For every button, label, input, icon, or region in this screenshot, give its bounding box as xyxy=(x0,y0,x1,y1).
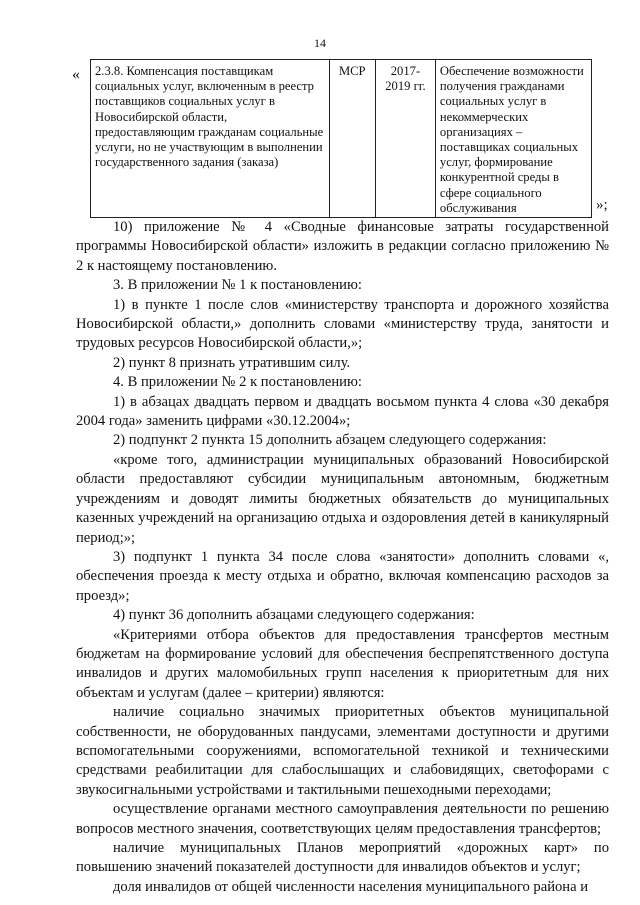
paragraph: 1) в пункте 1 после слов «министерству транспорта и дорожного хозяйства Новосибирской области,» дополнить словами «министерству труда, занятости и трудовых ресурсов Новосибирской области,»; xyxy=(76,296,609,352)
paragraph: 1) в абзацах двадцать первом и двадцать восьмом пункта 4 слова «30 декабря 2004 года» заменить цифрами «30.12.2004»; xyxy=(76,393,609,430)
page-number: 14 xyxy=(314,36,326,50)
executor-cell: МСР xyxy=(329,60,375,218)
paragraph: «Критериями отбора объектов для предоставления трансфертов местным бюджетам на формирование условий для обеспечения беспрепятственного доступа инвалидов и других маломобильных групп населения к приоритетным для них объектам и услугам (далее – критерии) являются: xyxy=(76,626,609,701)
paragraph: наличие социально значимых приоритетных объектов муниципальной собственности, не оборудованных пандусами, элементами доступности и другими вспомогательными сооружениями, вспомогательной техникой и техническими средствами реабилитации для слабослышащих и слабовидящих, светофорами с звукосигнальными устройствами и тактильными пешеходными переходами; xyxy=(76,704,609,798)
paragraph: 3) подпункт 1 пункта 34 после слова «занятости» дополнить словами «, обеспечения проезда к месту отдыха и обратно, включая компенсацию расходов за проезд»; xyxy=(76,548,609,604)
amendment-text xyxy=(76,218,609,897)
paragraph: 2) пункт 8 признать утратившим силу. xyxy=(113,354,351,371)
program-measures-table xyxy=(90,59,592,218)
table-open-quote: « xyxy=(72,66,80,83)
paragraph: осуществление органами местного самоуправления деятельности по решению вопросов местного значения, соответствующих целям предоставления трансфертов; xyxy=(76,801,609,837)
paragraph: 10) приложение № 4 «Сводные финансовые затраты государственной программы Новосибирской области» изложить в редакции согласно приложению № 2 к настоящему постановлению. xyxy=(76,219,609,274)
table-close-quote: »; xyxy=(596,197,608,213)
paragraph: «кроме того, администрации муниципальных образований Новосибирской области предоставляют субсидии муниципальным автономным, бюджетным учреждениям и доводят лимиты бюджетных обязательств до муниципальных казенных учреждений на организацию отдыха и оздоровления детей в каникулярный период;»; xyxy=(76,451,609,546)
paragraph: 3. В приложении № 1 к постановлению: xyxy=(113,277,362,294)
paragraph: 4) пункт 36 дополнить абзацами следующего содержания: xyxy=(113,607,475,624)
measure-cell: 2.3.8. Компенсация поставщикам социальных услуг, включенным в реестр поставщиков социальных услуг в Новосибирской области, предоставляющим гражданам социальные услуги, но не участвующим в выполнении государственного задания (заказа) xyxy=(91,60,330,218)
period-cell: 2017-2019 гг. xyxy=(375,60,435,218)
paragraph: наличие муниципальных Планов мероприятий «дорожных карт» по повышению значений показателей доступности для инвалидов объектов и услуг; xyxy=(76,840,609,876)
table-row xyxy=(91,60,592,218)
paragraph: доля инвалидов от общей численности населения муниципального района и xyxy=(113,878,589,895)
result-cell: Обеспечение возможности получения гражданами социальных услуг в некоммерческих организациях – поставщиках социальных услуг, формирование конкурентной среды в сфере социального обслуживания xyxy=(435,60,591,218)
paragraph: 4. В приложении № 2 к постановлению: xyxy=(113,374,362,391)
paragraph: 2) подпункт 2 пункта 15 дополнить абзацем следующего содержания: xyxy=(113,432,547,449)
